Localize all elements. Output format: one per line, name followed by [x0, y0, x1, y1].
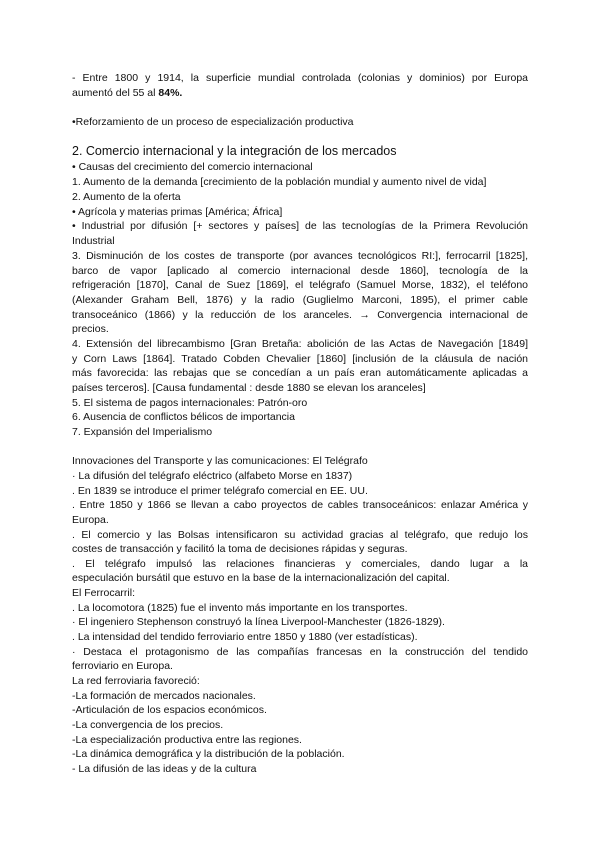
innovaciones-line: ferroviario en Europa.	[72, 660, 173, 672]
section2-line: • Causas del crecimiento del comercio internacional	[72, 161, 313, 173]
innovaciones-line: -La especialización productiva entre las regiones.	[72, 734, 302, 746]
section-2-heading: 2. Comercio internacional y la integración de los mercados	[72, 144, 397, 158]
section2-line: transoceánico (1866) y la reducción de los aranceles. → Convergencia internacional de	[72, 309, 528, 321]
innovaciones-line: -La convergencia de los precios.	[72, 719, 224, 731]
intro-percentage: 84%.	[158, 87, 183, 99]
innovaciones-line: · El ingeniero Stephenson construyó la línea Liverpool-Manchester (1826-1829).	[72, 616, 445, 628]
innovaciones-line: La red ferroviaria favoreció:	[72, 675, 200, 687]
section2-line: 4. Extensión del librecambismo [Gran Bretaña: abolición de las Actas de Navegación [1849]	[72, 338, 528, 350]
section2-line: refrigeración [1870], Canal de Suez [1869], el telégrafo (Samuel Morse, 1832), el teléfono	[72, 279, 528, 291]
innovaciones-line: especulación bursátil que estuvo en la base de la internacionalización del capital.	[72, 572, 450, 584]
intro-line-2	[72, 86, 528, 100]
section2-line: • Industrial por difusión [+ sectores y países] de las tecnologías de la Primera Revolución	[72, 220, 528, 232]
section2-line: 5. El sistema de pagos internacionales: Patrón-oro	[72, 397, 308, 409]
innovaciones-line: Europa.	[72, 514, 109, 526]
innovaciones-line: Innovaciones del Transporte y las comunicaciones: El Telégrafo	[72, 455, 368, 467]
innovaciones-line: . El telégrafo impulsó las relaciones financieras y comerciales, dando lugar a la	[72, 558, 528, 570]
section2-line: y Corn Laws [1864]. Tratado Cobden Chevalier [1860] [inclusión de la cláusula de nación	[72, 353, 528, 365]
innovaciones-line: . La intensidad del tendido ferroviario entre 1850 y 1880 (ver estadísticas).	[72, 631, 418, 643]
innovaciones-line: -Articulación de los espacios económicos.	[72, 704, 267, 716]
innovaciones-line: El Ferrocarril:	[72, 587, 136, 599]
innovaciones-line: costes de transacción y facilitó la toma de decisiones rápidas y seguras.	[72, 543, 408, 555]
section2-line: 1. Aumento de la demanda [crecimiento de la población mundial y aumento nivel de vida]	[72, 176, 487, 188]
section2-line: • Agrícola y materias primas [América; África]	[72, 206, 283, 218]
section2-line: 3. Disminución de los costes de transporte (por avances tecnológicos RI:], ferrocarril [1825],	[72, 250, 528, 262]
innovaciones-line: -La dinámica demográfica y la distribución de la población.	[72, 748, 345, 760]
section2-line: más favorecida: las rebajas que se concedían a un país eran automáticamente aplicadas a	[72, 367, 528, 379]
innovaciones-line: · La difusión del telégrafo eléctrico (alfabeto Morse en 1837)	[72, 470, 353, 482]
innovaciones-line: · Destaca el protagonismo de las compañías francesas en la construcción del tendido	[72, 646, 528, 658]
section2-line: (Alexander Graham Bell, 1876) y la radio (Guglielmo Marconi, 1895), el primer cable	[72, 294, 528, 306]
innovaciones-line: - La difusión de las ideas y de la cultura	[72, 763, 257, 775]
section2-line: Industrial	[72, 235, 115, 247]
innovaciones-line: . Entre 1850 y 1866 se llevan a cabo proyectos de cables transoceánicos: enlazar América y	[72, 499, 528, 511]
innovaciones-line: . La locomotora (1825) fue el invento más importante en los transportes.	[72, 602, 408, 614]
intro-line-2-text: aumentó del 55 al	[72, 87, 159, 99]
reforzamiento-line: •Reforzamiento de un proceso de especialización productiva	[72, 116, 354, 128]
section2-line: 2. Aumento de la oferta	[72, 191, 181, 203]
section2-line: barco de vapor [aplicado al comercio internacional desde 1860], tecnología de la	[72, 265, 528, 277]
section2-line: precios.	[72, 323, 109, 335]
section2-line: 7. Expansión del Imperialismo	[72, 426, 213, 438]
section2-line: países terceros]. [Causa fundamental : desde 1880 se elevan los aranceles]	[72, 382, 426, 394]
innovaciones-line: . El comercio y las Bolsas intensificaron su actividad gracias al telégrafo, que redujo los	[72, 529, 528, 541]
innovaciones-line: -La formación de mercados nacionales.	[72, 690, 256, 702]
section2-line: 6. Ausencia de conflictos bélicos de importancia	[72, 411, 295, 423]
intro-line-1: - Entre 1800 y 1914, la superficie mundial controlada (colonias y dominios) por Europa	[72, 72, 528, 84]
innovaciones-line: . En 1839 se introduce el primer telégrafo comercial en EE. UU.	[72, 485, 368, 497]
